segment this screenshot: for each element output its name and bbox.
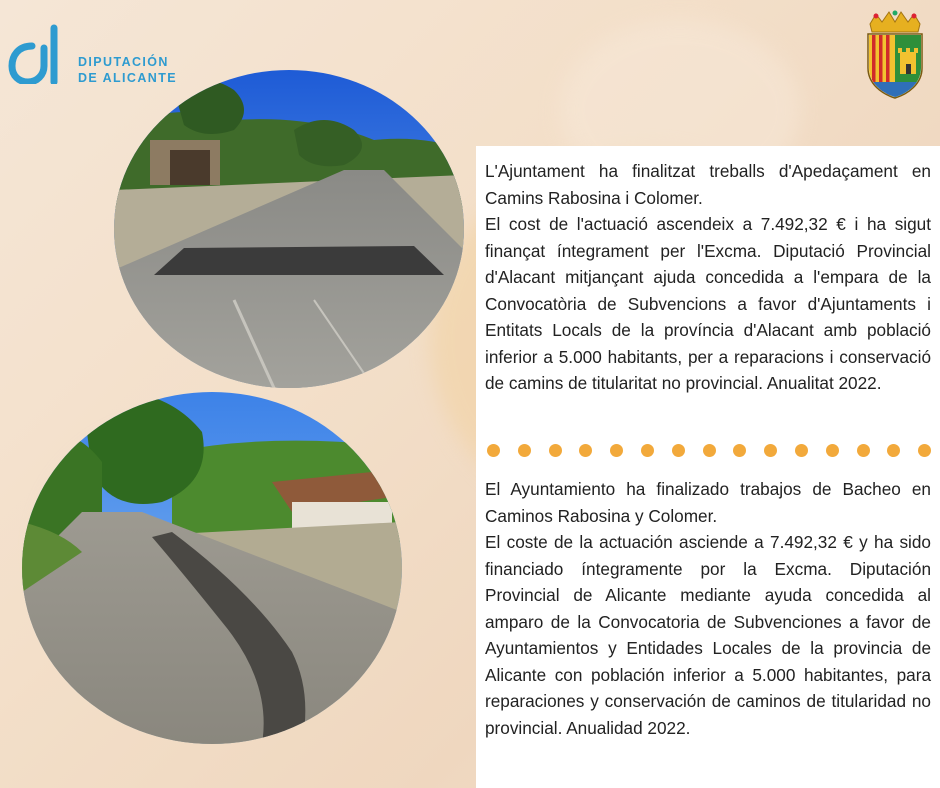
divider-dot — [579, 444, 592, 457]
announcement-body-spanish: El coste de la actuación asciende a 7.492,32 € y ha sido financiado íntegramente por la Excma. Diputación Provincial de Alicante mediante ayuda concedida al amparo de la Convocatoria de Subvenciones a favor de Ayuntamientos y Entidades Locales de la provincia de Alicante con población inferior a 5.000 habitantes, para reparaciones y conservación de caminos de titularidad no provincial. Anualidad 2022. — [485, 532, 931, 738]
announcement-panel — [476, 146, 940, 788]
divider-dot — [887, 444, 900, 457]
dotted-divider — [487, 444, 933, 458]
divider-dot — [795, 444, 808, 457]
divider-dot — [826, 444, 839, 457]
divider-dot — [857, 444, 870, 457]
divider-dot — [733, 444, 746, 457]
diputacion-logo-text — [78, 54, 177, 86]
announcement-body-valencian: El cost de l'actuació ascendeix a 7.492,32 € i ha sigut finançat íntegrament per l'Excma. Diputació Provincial d'Alacant mitjançant ajuda concedida a l'empara de la Convocatòria de Subvencions a favor d'Ajuntaments i Entitats Locals de la província d'Alacant amb població inferior a 5.000 habitants, per a reparacions i conservació de camins de titularitat no provincial. Anualitat 2022. — [485, 214, 931, 393]
divider-dot — [672, 444, 685, 457]
logo-line-2: DE ALICANTE — [78, 71, 177, 85]
municipal-coat-of-arms-icon — [862, 10, 928, 100]
diputacion-logo — [8, 24, 178, 86]
divider-dot — [918, 444, 931, 457]
divider-dot — [764, 444, 777, 457]
divider-dot — [641, 444, 654, 457]
announcement-text-spanish — [485, 476, 931, 741]
announcement-title-spanish: El Ayuntamiento ha finalizado trabajos de Bacheo en Caminos Rabosina y Colomer. — [485, 479, 931, 526]
road-photo-colomer — [22, 392, 402, 744]
divider-dot — [549, 444, 562, 457]
divider-dot — [487, 444, 500, 457]
announcement-title-valencian: L'Ajuntament ha finalitzat treballs d'Apedaçament en Camins Rabosina i Colomer. — [485, 161, 931, 208]
road-photo-rabosina — [114, 70, 464, 388]
divider-dot — [518, 444, 531, 457]
announcement-text-valencian — [485, 158, 931, 397]
logo-line-1: DIPUTACIÓN — [78, 55, 169, 69]
divider-dot — [703, 444, 716, 457]
diputacion-logo-mark-icon — [8, 24, 66, 84]
divider-dot — [610, 444, 623, 457]
